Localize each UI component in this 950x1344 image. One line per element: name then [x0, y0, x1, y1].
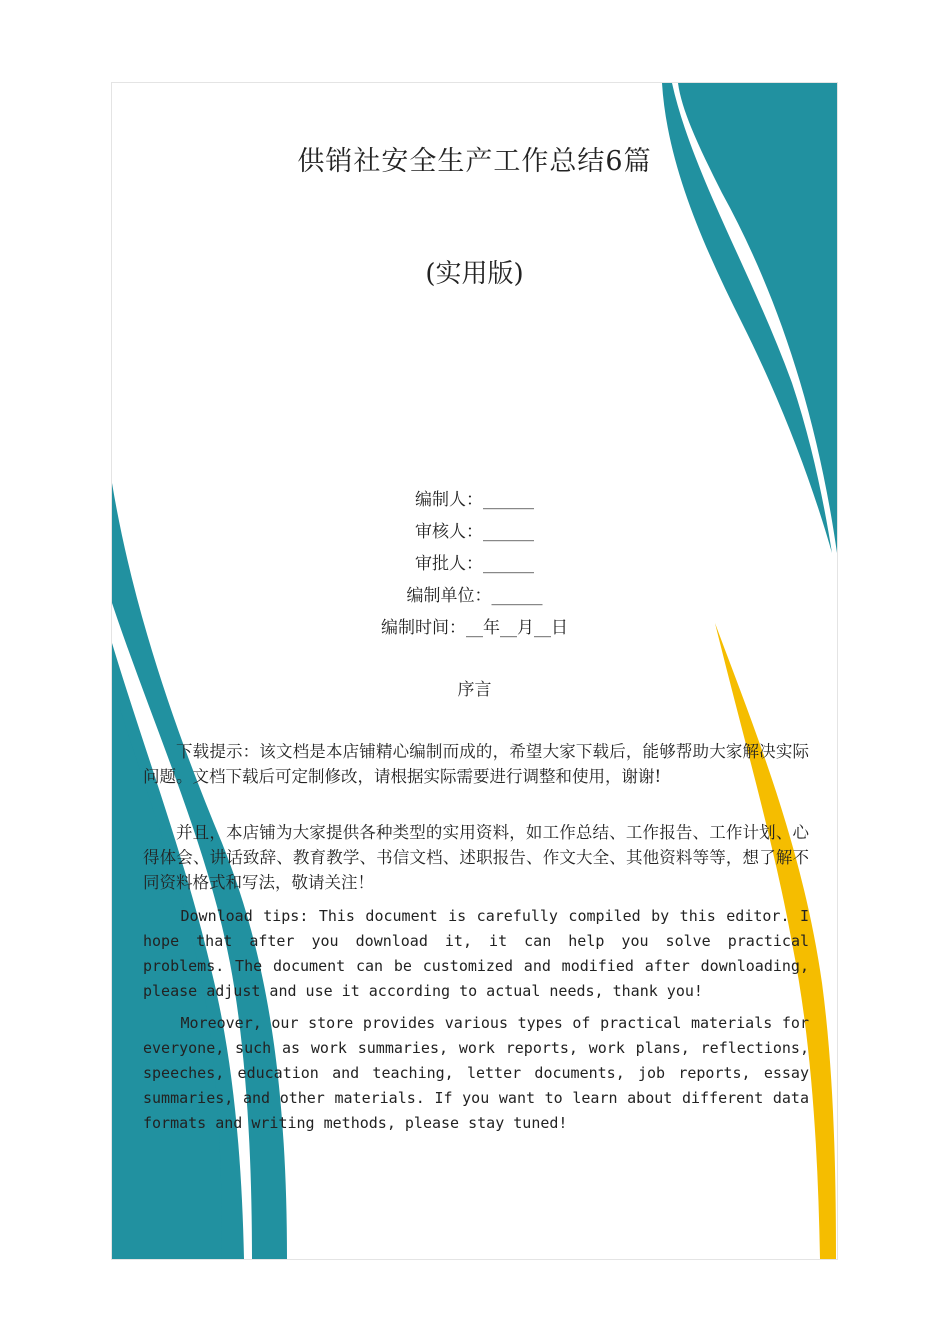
store-info-paragraph-en: Moreover, our store provides various types of practical materials for everyone, such as work summaries, work reports, work plans, reflections, speeches, education and teaching, letter documents, job reports, essay summaries, and other materials. If you want to learn about different data formats and writing methods, please stay tuned! — [143, 1014, 809, 1132]
meta-approver: 审批人：______ — [415, 554, 534, 574]
meta-unit: 编制单位：______ — [406, 586, 543, 606]
document-page — [111, 82, 838, 1260]
download-tip-paragraph-en: Download tips: This document is carefully compiled by this editor. I hope that after you download it, it can help you solve practical problems. The document can be customized and modified after downloading, please adjust and use it according to actual needs, thank you! — [143, 907, 809, 1000]
meta-reviewer: 审核人：______ — [415, 522, 534, 542]
meta-date: 编制时间：__年__月__日 — [381, 618, 568, 638]
document-subtitle: (实用版) — [425, 259, 524, 289]
meta-compiler: 编制人：______ — [415, 490, 534, 510]
store-info-paragraph-cn: 并且，本店铺为大家提供各种类型的实用资料，如工作总结、工作报告、工作计划、心得体会、讲话致辞、教育教学、书信文档、述职报告、作文大全、其他资料等等，想了解不同资料格式和写法，敬请关注！ — [143, 823, 809, 892]
download-tip-paragraph-cn: 下载提示：该文档是本店铺精心编制而成的，希望大家下载后，能够帮助大家解决实际问题。文档下载后可定制修改，请根据实际需要进行调整和使用，谢谢! — [143, 742, 809, 786]
document-title: 供销社安全生产工作总结6篇 — [297, 146, 652, 177]
preface-heading: 序言 — [457, 680, 492, 700]
